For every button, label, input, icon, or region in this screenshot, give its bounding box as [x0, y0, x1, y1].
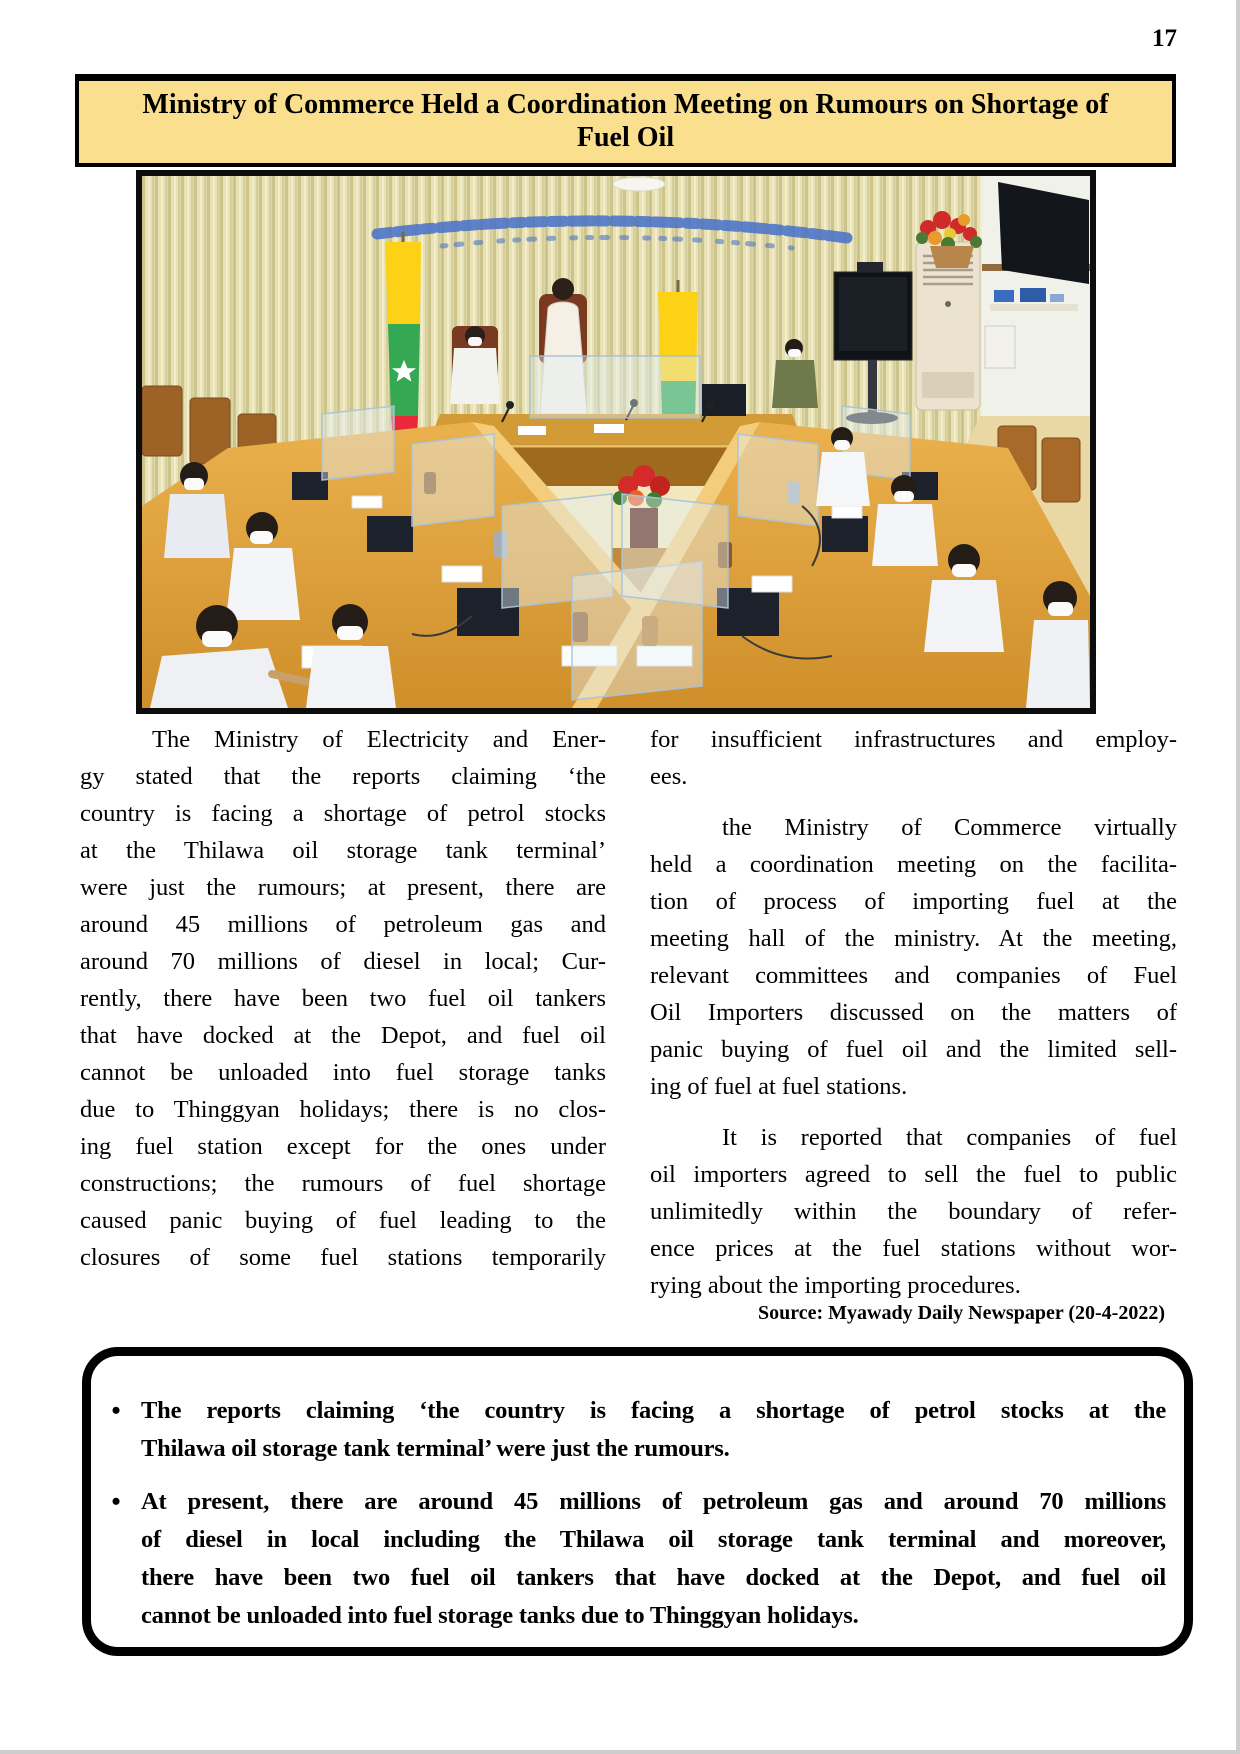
text-line: due to Thinggyan holidays; there is no clos-: [80, 1096, 606, 1123]
bullet-item: [91, 1392, 1166, 1468]
text-line: panic buying of fuel oil and the limited sell-: [650, 1036, 1177, 1063]
summary-box: [82, 1347, 1193, 1656]
bullet-item: [91, 1483, 1166, 1635]
text-line: were just the rumours; at present, there are: [80, 874, 606, 901]
text-line: caused panic buying of fuel leading to the: [80, 1207, 606, 1234]
text-line: cannot be unloaded into fuel storage tanks due to Thinggyan holidays.: [141, 1602, 859, 1629]
text-line: rying about the importing procedures.: [650, 1272, 1021, 1299]
text-line: held a coordination meeting on the facilita-: [650, 851, 1177, 878]
text-line: relevant committees and companies of Fuel: [650, 962, 1177, 989]
bullet-icon: •: [111, 1396, 121, 1425]
text-line: closures of some fuel stations temporarily: [80, 1244, 606, 1271]
text-line: around 70 millions of diesel in local; Cur-: [80, 948, 606, 975]
page-number: 17: [1152, 25, 1177, 52]
text-line: Thilawa oil storage tank terminal’ were just the rumours.: [141, 1435, 730, 1462]
wall-shelf: [990, 304, 1078, 311]
text-line: ing of fuel at fuel stations.: [650, 1073, 908, 1100]
text-line: Oil Importers discussed on the matters of: [650, 999, 1177, 1026]
text-line: of diesel in local including the Thilawa oil storage tank terminal and moreover,: [141, 1526, 1166, 1553]
acrylic-divider: [530, 356, 700, 418]
text-line: The reports claiming ‘the country is facing a shortage of petrol stocks at the: [141, 1397, 1166, 1424]
bullet-text: [141, 1392, 1166, 1468]
article-title-banner: [75, 74, 1176, 167]
text-line: the Ministry of Commerce virtually: [722, 814, 1177, 841]
text-line: tion of process of importing fuel at the: [650, 888, 1177, 915]
text-line: ing fuel station except for the ones under: [80, 1133, 606, 1160]
scan-edge-bottom: [0, 1750, 1240, 1754]
bullet-text: [141, 1483, 1166, 1635]
text-line: oil importers agreed to sell the fuel to public: [650, 1161, 1177, 1188]
bullet-icon: •: [111, 1487, 121, 1516]
text-line: ees.: [650, 763, 688, 790]
text-line: constructions; the rumours of fuel shortage: [80, 1170, 606, 1197]
wall-tv-icon: [998, 182, 1089, 284]
text-line: rently, there have been two fuel oil tankers: [80, 985, 606, 1012]
text-line: at the Thilawa oil storage tank terminal’: [80, 837, 606, 864]
source-attribution: Source: Myawady Daily Newspaper (20-4-2022): [757, 1302, 1165, 1324]
text-line: At present, there are around 45 millions of petroleum gas and around 70 millions: [141, 1488, 1166, 1515]
text-line: gy stated that the reports claiming ‘the: [80, 763, 606, 790]
text-line: that have docked at the Depot, and fuel oil: [80, 1022, 606, 1049]
article-column-left: [80, 721, 606, 1276]
text-line: unlimitedly within the boundary of refer-: [650, 1198, 1177, 1225]
text-line: there have been two fuel oil tankers that have docked at the Depot, and fuel oil: [141, 1564, 1166, 1591]
article-column-right: [650, 721, 1177, 1304]
text-line: for insufficient infrastructures and employ-: [650, 726, 1177, 753]
text-line: cannot be unloaded into fuel storage tanks: [80, 1059, 606, 1086]
title-line-1: Ministry of Commerce Held a Coordination Meeting on Rumours on Shortage of: [142, 89, 1109, 120]
text-line: It is reported that companies of fuel: [722, 1124, 1177, 1151]
text-line: The Ministry of Electricity and Ener-: [152, 726, 606, 753]
meeting-photo-illustration: [142, 176, 1090, 708]
title-line-2: Fuel Oil: [576, 122, 675, 153]
text-line: around 45 millions of petroleum gas and: [80, 911, 606, 938]
scan-edge-right: [1236, 0, 1240, 1754]
text-line: ence prices at the fuel stations without wor-: [650, 1235, 1177, 1262]
head-table-monitor-icon: [702, 384, 746, 416]
text-line: country is facing a shortage of petrol stocks: [80, 800, 606, 827]
article-photo: [136, 170, 1096, 714]
text-line: meeting hall of the ministry. At the meeting,: [650, 925, 1177, 952]
